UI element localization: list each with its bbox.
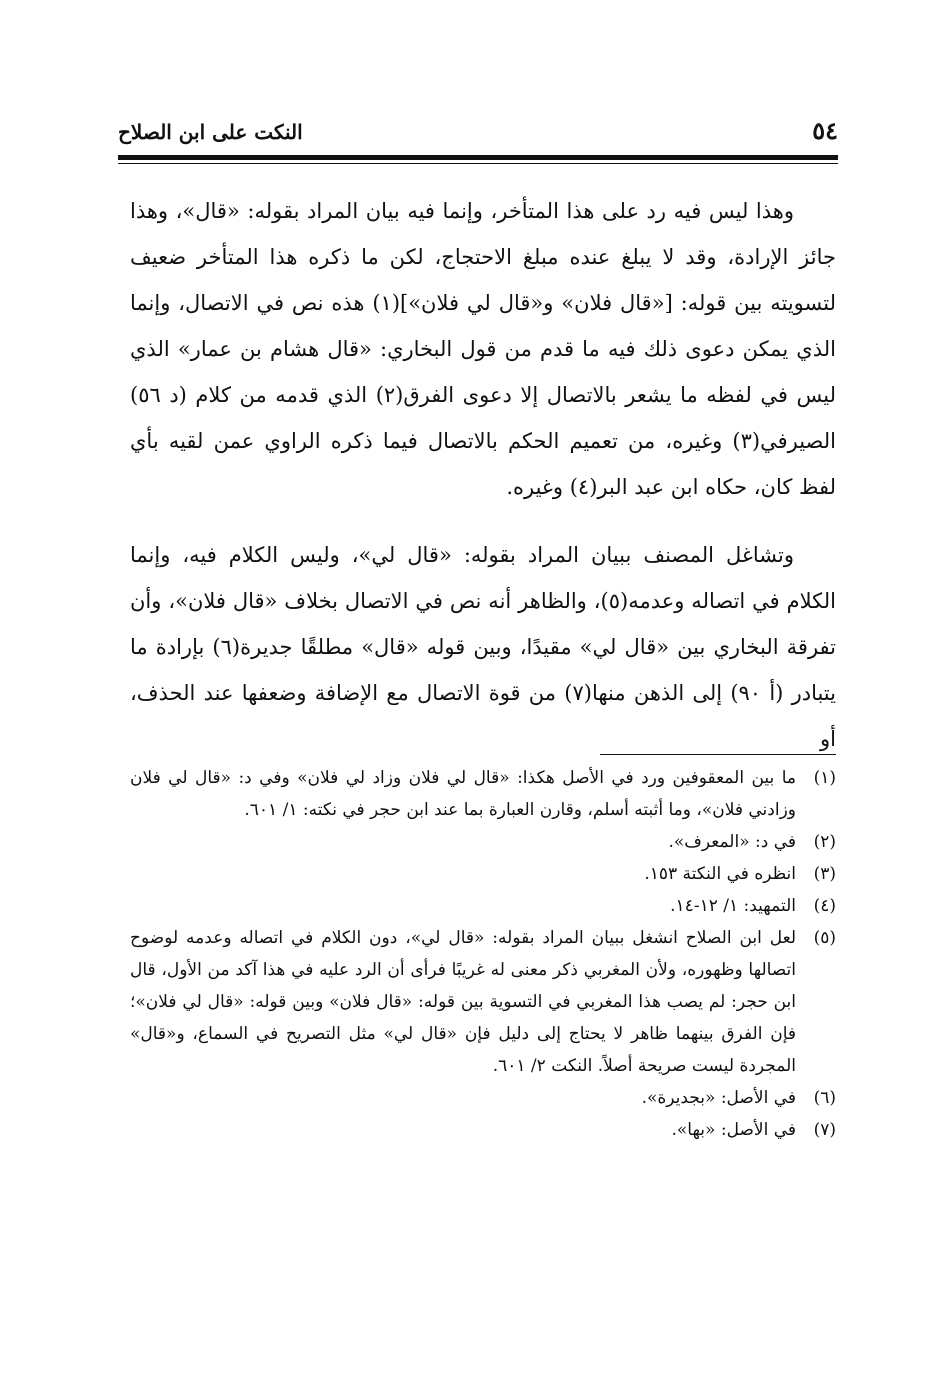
header-rule-thin — [118, 163, 838, 164]
header-rule — [118, 155, 838, 160]
footnote — [130, 858, 836, 890]
footnote — [130, 826, 836, 858]
page-number: ٥٤ — [812, 116, 838, 145]
footnote-number: (٦) — [813, 1088, 836, 1108]
footnote — [130, 762, 836, 826]
paragraph: وهذا ليس فيه رد على هذا المتأخر، وإنما فيه بيان المراد بقوله: «قال»، وهذا جائز الإرادة، وقد لا يبلغ عنده مبلغ الاحتجاج، لكن ما ذكره هذا المتأخر ضعيف لتسويته بين قوله: [«قال فلان» و«قال لي فلان»](١) هذه نص في الاتصال، وإنما الذي يمكن دعوى ذلك فيه ما قدم من قول البخاري: «قال هشام بن عمار» الذي ليس في لفظه ما يشعر بالاتصال إلا دعوى الفرق(٢) الذي قدمه من كلام (د ٥٦) الصيرفي(٣) وغيره، من تعميم الحكم بالاتصال فيما ذكره الراوي عمن لقيه بأي لفظ كان، حكاه ابن عبد البر(٤) وغيره. — [130, 199, 836, 499]
footnote — [130, 890, 836, 922]
running-title: النكت على ابن الصلاح — [118, 120, 303, 144]
footnote-text: في د: «المعرف». — [668, 832, 796, 852]
footnote — [130, 922, 836, 1082]
footnote-number: (٥) — [813, 928, 836, 948]
footnotes — [130, 762, 836, 1146]
footnote-text: انظره في النكتة ١٥٣. — [644, 864, 796, 884]
footnote-number: (٢) — [813, 832, 836, 852]
footnote-text: ما بين المعقوفين ورد في الأصل هكذا: «قال لي فلان وزاد لي فلان» وفي د: «قال لي فلان وزادني فلان»، وما أثبته أسلم، وقارن العبارة بما عند ابن حجر في نكته: ١/ ٦٠١. — [130, 768, 796, 820]
footnote-separator — [600, 754, 836, 755]
footnote-number: (٣) — [813, 864, 836, 884]
footnote — [130, 1114, 836, 1146]
footnote-number: (١) — [813, 768, 836, 788]
footnote-text: في الأصل: «بجديرة». — [641, 1088, 796, 1108]
footnote-text: لعل ابن الصلاح انشغل ببيان المراد بقوله: «قال لي»، دون الكلام في اتصاله وعدمه لوضوح اتصالها وظهوره، ولأن المغربي ذكر معنى له غريبًا فرأى أن الرد عليه في هذا آكد من الأول، قال ابن حجر: لم يصب هذا المغربي في التسوية بين قوله: «قال فلان» وبين قوله: «قال لي فلان»؛ فإن الفرق بينهما ظاهر لا يحتاج إلى دليل فإن «قال لي» مثل التصريح في السماع، و«قال» المجردة ليست صريحة أصلاً. النكت ٢/ ٦٠١. — [130, 928, 796, 1076]
footnote — [130, 1082, 836, 1114]
footnote-text: التمهيد: ١/ ١٢-١٤. — [670, 896, 796, 916]
footnote-text: في الأصل: «بها». — [671, 1120, 796, 1140]
footnote-number: (٤) — [813, 896, 836, 916]
main-text — [130, 188, 836, 762]
footnote-number: (٧) — [813, 1120, 836, 1140]
paragraph: وتشاغل المصنف ببيان المراد بقوله: «قال لي»، وليس الكلام فيه، وإنما الكلام في اتصاله وعدمه(٥)، والظاهر أنه نص في الاتصال بخلاف «قال فلان»، وأن تفرقة البخاري بين «قال لي» مقيدًا، وبين قوله «قال» مطلقًا جديرة(٦) بإرادة ما يتبادر (أ ٩٠) إلى الذهن منها(٧) من قوة الاتصال مع الإضافة وضعفها عند الحذف، أو — [130, 543, 836, 751]
page-header — [118, 112, 838, 152]
